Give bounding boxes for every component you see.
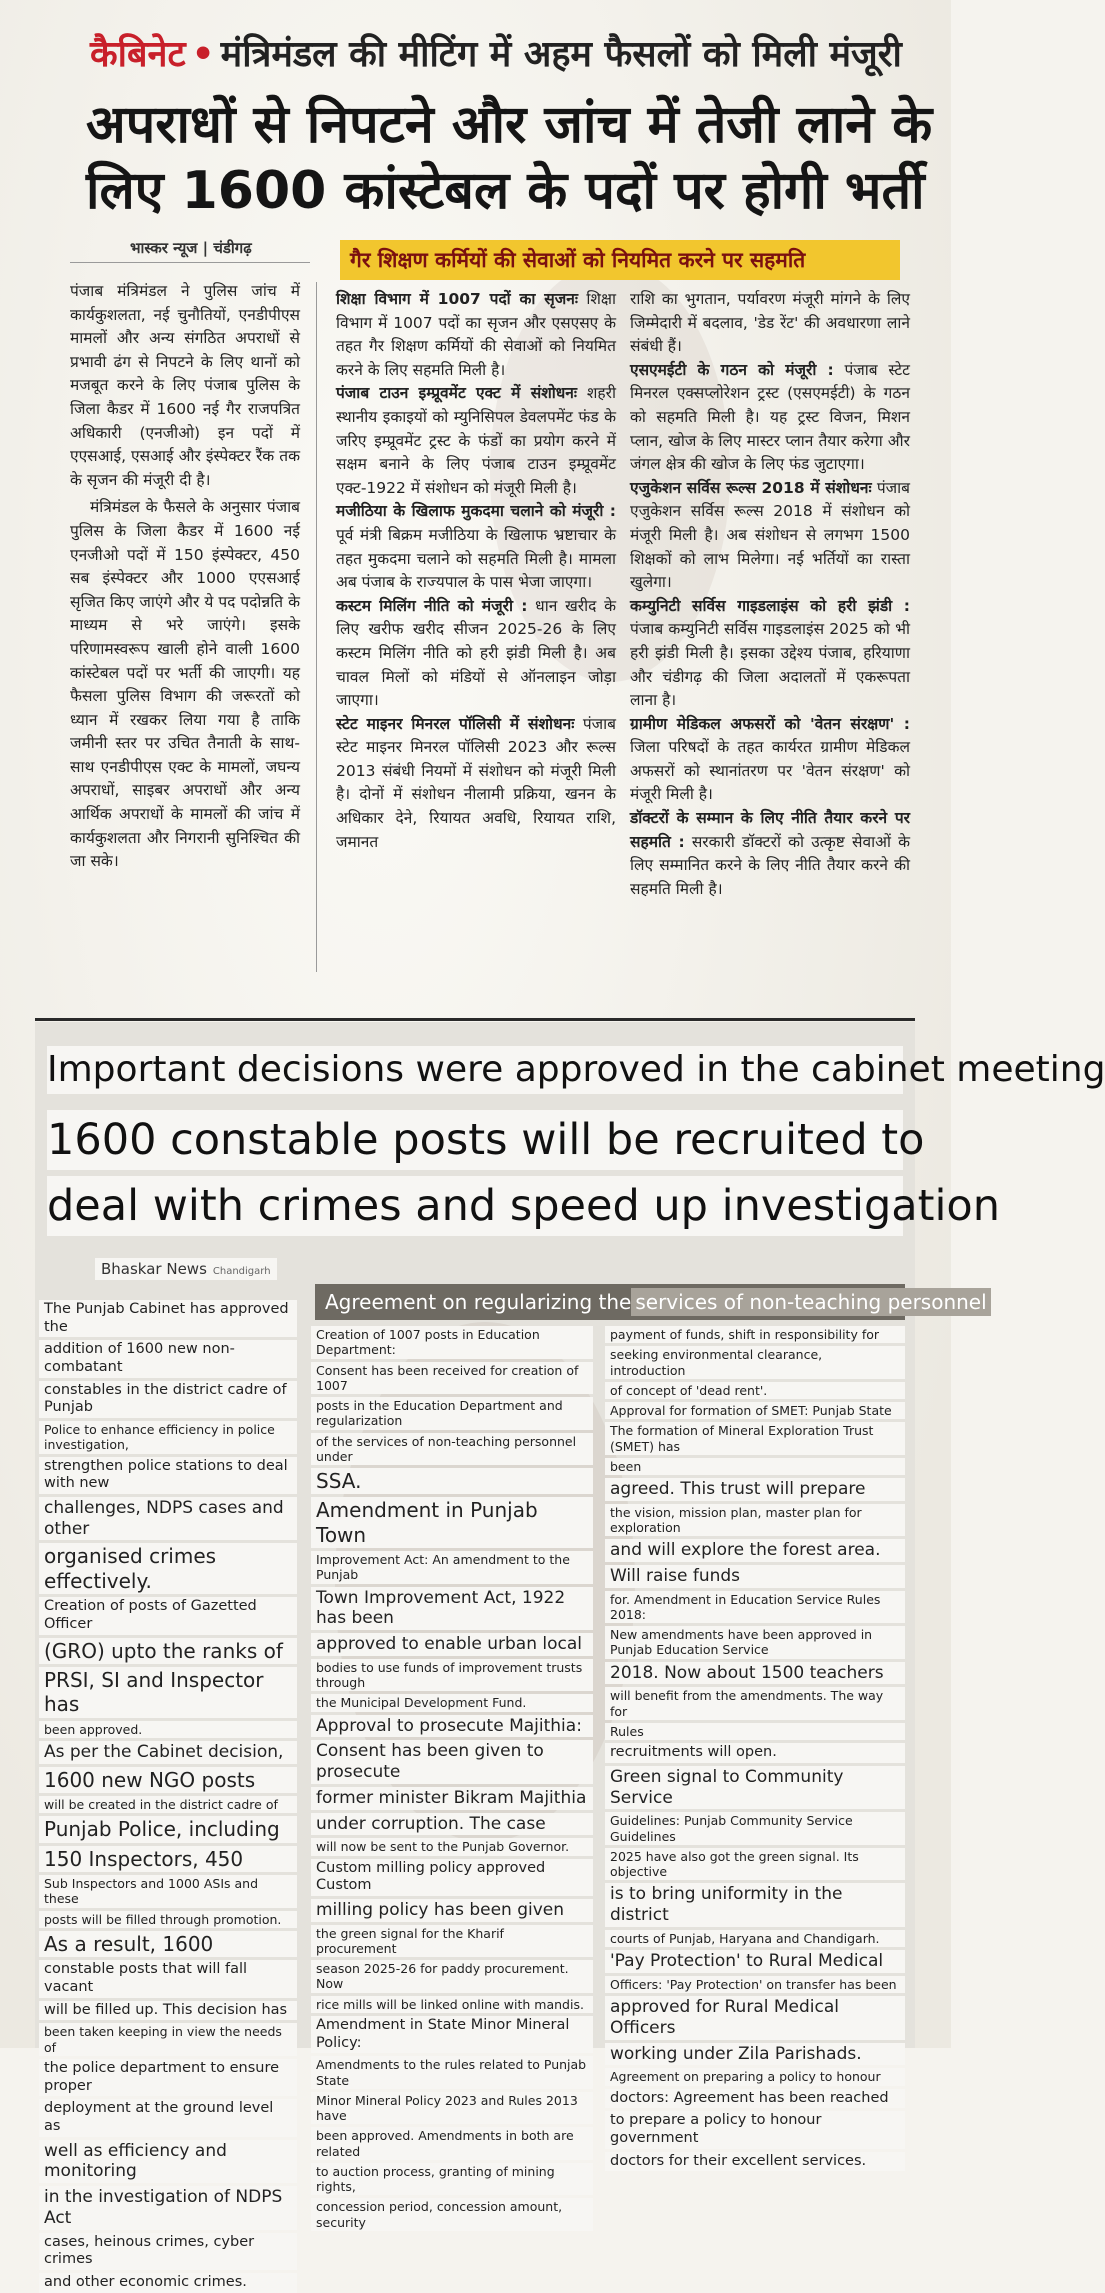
english-col1-line: strengthen police stations to deal with new: [39, 1457, 297, 1494]
english-col2-line: to auction process, granting of mining rights,: [311, 2163, 593, 2196]
hindi-col3-heading-3: कम्युनिटी सर्विस गाइडलाइंस को हरी झंडी :: [630, 596, 910, 615]
english-col3-line: 2025 have also got the green signal. Its objective: [605, 1848, 905, 1881]
english-col2-line: Town Improvement Act, 1922 has been: [311, 1587, 593, 1630]
english-col1-line: Punjab Police, including: [39, 1816, 297, 1842]
english-col3-line: New amendments have been approved in Punjab Education Service: [605, 1626, 905, 1659]
hindi-byline: भास्कर न्यूज | चंडीगढ़: [130, 239, 252, 257]
english-col2-line: under corruption. The case: [311, 1813, 593, 1836]
hindi-col2-heading-3: मजीठिया के खिलाफ मुकदमा चलाने को मंजूरी :: [336, 502, 616, 521]
english-col3-line: The formation of Mineral Exploration Trust (SMET) has: [605, 1422, 905, 1455]
hindi-col3-text-3: पंजाब कम्युनिटी सर्विस गाइडलाइंस 2025 को भी हरी झंडी मिली है। इसका उद्देश्य पंजाब, हरियाणा और चंडीगढ़ की जिला अदालतों में एकरूपता लाना है।: [630, 620, 910, 710]
english-col2-line: bodies to use funds of improvement trusts through: [311, 1659, 593, 1692]
english-headline-line1: 1600 constable posts will be recruited to: [47, 1110, 903, 1170]
hindi-col3-heading-5: डॉक्टरों के सम्मान के लिए नीति तैयार करने पर सहमति :: [630, 809, 910, 851]
english-col3-line: will benefit from the amendments. The way for: [605, 1687, 905, 1720]
english-col2-line: Custom milling policy approved Custom: [311, 1859, 593, 1896]
english-col3-line: approved for Rural Medical Officers: [605, 1996, 905, 2039]
english-col1-line: and other economic crimes.: [39, 2273, 297, 2293]
english-col2-line: the Municipal Development Fund.: [311, 1694, 593, 1711]
english-col1-line: (GRO) upto the ranks of: [39, 1638, 297, 1664]
hindi-byline-rule: [70, 262, 310, 263]
english-col1-line: will be created in the district cadre of: [39, 1796, 297, 1813]
english-col3-line: and will explore the forest area.: [605, 1539, 905, 1562]
english-col1-line: cases, heinous crimes, cyber crimes: [39, 2233, 297, 2270]
english-col1-line: Creation of posts of Gazetted Officer: [39, 1597, 297, 1634]
english-col3-line: for. Amendment in Education Service Rules 2018:: [605, 1591, 905, 1624]
english-col1-line: in the investigation of NDPS Act: [39, 2186, 297, 2229]
english-col1-line: will be filled up. This decision has: [39, 2001, 297, 2021]
english-col1-line: posts will be filled through promotion.: [39, 1911, 297, 1928]
english-col3-line: Approval for formation of SMET: Punjab State: [605, 1402, 905, 1419]
hindi-col2-heading-2: पंजाब टाउन इम्प्रूवमेंट एक्ट में संशोधनः: [336, 384, 578, 403]
section-divider: [35, 1018, 915, 1021]
english-col1-line: the police department to ensure proper: [39, 2059, 297, 2096]
english-headline-line2: deal with crimes and speed up investigation: [47, 1176, 903, 1236]
english-col2-line: Minor Mineral Policy 2023 and Rules 2013 have: [311, 2092, 593, 2125]
english-col1-line: 150 Inspectors, 450: [39, 1846, 297, 1872]
hindi-kicker-text: मंत्रिमंडल की मीटिंग में अहम फैसलों को मिली मंजूरी: [220, 34, 902, 75]
english-strip-banner: [315, 1284, 987, 1320]
english-col3-line: recruitments will open.: [605, 1743, 905, 1763]
hindi-col3-text-4: जिला परिषदों के तहत कार्यरत ग्रामीण मेडिकल अफसरों को स्थानांतरण पर 'वेतन संरक्षण' को मंजूरी मिली है।: [630, 738, 910, 804]
english-strip-part2: services of non-teaching personnel: [631, 1288, 990, 1316]
english-col1-line: organised crimes effectively.: [39, 1543, 297, 1594]
hindi-col2-heading-4: कस्टम मिलिंग नीति को मंजूरी :: [336, 596, 528, 615]
english-col2-line: posts in the Education Department and regularization: [311, 1397, 593, 1430]
english-col2-line: former minister Bikram Majithia: [311, 1787, 593, 1810]
english-col3-line: Will raise funds: [605, 1565, 905, 1588]
english-col3-line: the vision, mission plan, master plan for exploration: [605, 1504, 905, 1537]
english-col3-line: Green signal to Community Service: [605, 1766, 905, 1809]
hindi-col2-text-1: शिक्षा विभाग में 1007 पदों का सृजन और एसएसए के तहत गैर शिक्षण कर्मियों की सेवाओं को नियमित करने के लिए सहमति मिली है।: [336, 290, 616, 379]
hindi-column-rule: [316, 282, 317, 972]
english-col3-line: of concept of 'dead rent'.: [605, 1382, 905, 1399]
hindi-col1-para2: मंत्रिमंडल के फैसले के अनुसार पंजाब पुलिस के जिला कैडर में 1600 नई एनजीओ पदों में 150 इंस्पेक्टर, 450 सब इंस्पेक्टर और 1000 एएसआई सृजित किए जाएंगे और ये पद पदोन्नति के माध्यम से भरे जाएंगे। इसके परिणामस्वरूप खाली होने वाली 1600 कांस्टेबल पदों पर भर्ती की जाएगी। यह फैसला पुलिस विभाग की जरूरतों को ध्यान में रखकर लिया गया है ताकि जमीनी स्तर पर उचित तैनाती के साथ-साथ एनडीपीएस एक्ट के मामलों, जघन्य अपराधों, साइबर अपराधों और अन्य आर्थिक अपराधों के मामलों की जांच में कार्यकुशलता और निगरानी सुनिश्चित की जा सके।: [70, 498, 300, 871]
english-col2-line: been approved. Amendments in both are related: [311, 2127, 593, 2160]
english-col3-line: payment of funds, shift in responsibility for: [605, 1326, 905, 1343]
hindi-col1-para1: पंजाब मंत्रिमंडल ने पुलिस जांच में कार्यकुशलता, नई चुनौतियों, एनडीपीएस मामलों और अन्य संगठित अपराधों से प्रभावी ढंग से निपटने के लिए थानों को मजबूत करने के लिए पंजाब पुलिस के जिला कैडर में 1600 नई गैर राजपत्रित अधिकारी (एनजीओ) इन पदों में एएसआई, एसआई और इंस्पेक्टर रैंक तक के सृजन की मंजूरी दी है।: [70, 282, 300, 489]
english-col2-line: Amendment in State Minor Mineral Policy:: [311, 2016, 593, 2053]
english-column-3: [605, 1326, 905, 2169]
english-col1-line: 1600 new NGO posts: [39, 1767, 297, 1793]
hindi-headline-line2: लिए 1600 कांस्टेबल के पदों पर होगी भर्ती: [86, 161, 925, 221]
english-translation: [35, 1022, 1105, 2290]
english-column-1: [39, 1300, 297, 2290]
english-col1-line: addition of 1600 new non-combatant: [39, 1340, 297, 1377]
english-col2-line: Creation of 1007 posts in Education Department:: [311, 1326, 593, 1359]
english-col3-line: working under Zila Parishads.: [605, 2043, 905, 2066]
hindi-clipping: [70, 12, 933, 982]
hindi-col3-text-2: पंजाब एजुकेशन सर्विस रूल्स 2018 में संशोधन को मंजूरी मिली है। अब संशोधन से लगभग 1500 शिक्षकों को लाभ मिलेगा। नई भर्तियों का रास्ता खुलेगा।: [630, 478, 910, 592]
english-col1-line: deployment at the ground level as: [39, 2099, 297, 2136]
hindi-col3-text-5: सरकारी डॉक्टरों को उत्कृष्ट सेवाओं के लिए सम्मानित करने के लिए नीति तैयार करने की सहमति मिली है।: [630, 832, 910, 898]
english-col1-line: been approved.: [39, 1721, 297, 1738]
hindi-col2-text-5: पंजाब स्टेट माइनर मिनरल पॉलिसी 2023 और रूल्स 2013 संबंधी नियमों में संशोधन को मंजूरी मिली है। दोनों में संशोधन नीलामी प्रक्रिया, खनन के अधिकार देने, रियायत अवधि, रियायत राशि, जमानत: [336, 714, 616, 851]
english-col3-line: doctors for their excellent services.: [605, 2152, 905, 2172]
english-col2-line: season 2025-26 for paddy procurement. Now: [311, 1960, 593, 1993]
hindi-strip-banner: गैर शिक्षण कर्मियों की सेवाओं को नियमित करने पर सहमति: [340, 240, 900, 280]
english-col1-line: PRSI, SI and Inspector has: [39, 1667, 297, 1718]
hindi-kicker-red: कैबिनेट: [90, 34, 186, 75]
hindi-col2-text-2: शहरी स्थानीय इकाइयों को म्युनिसिपल डेवलपमेंट फंड के जरिए इम्प्रूवमेंट ट्रस्ट के फंडों का प्रयोग करने में सक्षम बनाने के लिए पंजाब टाउन इम्प्रूवमेंट एक्ट-1922 में संशोधन को मंजूरी मिली है।: [336, 384, 616, 497]
hindi-column-1: [70, 280, 300, 980]
english-byline-source: Bhaskar News: [101, 1260, 207, 1278]
english-col1-line: been taken keeping in view the needs of: [39, 2023, 297, 2056]
english-col2-line: Consent has been received for creation of 1007: [311, 1362, 593, 1395]
english-col3-line: 2018. Now about 1500 teachers: [605, 1662, 905, 1685]
english-col3-line: is to bring uniformity in the district: [605, 1883, 905, 1926]
hindi-kicker: [90, 28, 902, 77]
hindi-col2-text-4: धान खरीद के लिए खरीफ खरीद सीजन 2025-26 के लिए कस्टम मिलिंग नीति को हरी झंडी मिली है। अब चावल मिलों को मंडियों से ऑनलाइन जोड़ा जाएगा।: [336, 596, 616, 710]
hindi-col3-heading-2: एजुकेशन सर्विस रूल्स 2018 में संशोधनः: [630, 478, 872, 497]
hindi-col3-text-1: पंजाब स्टेट मिनरल एक्सप्लोरेशन ट्रस्ट (एसएमईटी) के गठन को सहमति मिली है। यह ट्रस्ट विजन, मिशन प्लान, खोज के लिए मास्टर प्लान तैयार करेगा और जंगल क्षेत्र की खोज के लिए फंड जुटाएगा।: [630, 360, 910, 474]
english-col2-line: Approval to prosecute Majithia:: [311, 1715, 593, 1738]
english-col2-line: Amendments to the rules related to Punjab State: [311, 2056, 593, 2089]
english-col2-line: Consent has been given to prosecute: [311, 1740, 593, 1783]
english-col2-line: approved to enable urban local: [311, 1633, 593, 1656]
english-col1-line: constable posts that will fall vacant: [39, 1960, 297, 1997]
hindi-kicker-separator: •: [191, 34, 215, 75]
english-col3-line: Rules: [605, 1723, 905, 1740]
hindi-column-2: [336, 288, 616, 978]
english-byline: [95, 1258, 277, 1280]
english-col1-line: Police to enhance efficiency in police investigation,: [39, 1421, 297, 1454]
english-col3-line: agreed. This trust will prepare: [605, 1478, 905, 1501]
english-col1-line: constables in the district cadre of Punjab: [39, 1381, 297, 1418]
english-col1-line: Sub Inspectors and 1000 ASIs and these: [39, 1875, 297, 1908]
english-subheadline: Important decisions were approved in the cabinet meeting: [47, 1046, 903, 1094]
hindi-headline-line1: अपराधों से निपटने और जांच में तेजी लाने के: [86, 95, 933, 155]
english-col2-line: milling policy has been given: [311, 1899, 593, 1922]
english-col1-line: well as efficiency and monitoring: [39, 2140, 297, 2183]
english-col1-line: The Punjab Cabinet has approved the: [39, 1300, 297, 1337]
english-col3-line: seeking environmental clearance, introduction: [605, 1346, 905, 1379]
english-column-2: [311, 1326, 593, 2230]
english-col2-line: SSA.: [311, 1468, 593, 1494]
english-col3-line: doctors: Agreement has been reached: [605, 2089, 905, 2109]
english-col3-line: courts of Punjab, Haryana and Chandigarh.: [605, 1930, 905, 1947]
hindi-col2-heading-5: स्टेट माइनर मिनरल पॉलिसी में संशोधनः: [336, 714, 575, 733]
english-col2-line: the green signal for the Kharif procurement: [311, 1925, 593, 1958]
english-col1-line: As per the Cabinet decision,: [39, 1741, 297, 1764]
english-col2-line: Improvement Act: An amendment to the Punjab: [311, 1551, 593, 1584]
english-byline-place: Chandigarh: [212, 1266, 271, 1277]
english-col2-line: will now be sent to the Punjab Governor.: [311, 1838, 593, 1855]
hindi-col3-heading-4: ग्रामीण मेडिकल अफसरों को 'वेतन संरक्षण' :: [630, 714, 910, 733]
english-col3-line: Guidelines: Punjab Community Service Guidelines: [605, 1812, 905, 1845]
english-col2-line: of the services of non-teaching personnel under: [311, 1433, 593, 1466]
english-col3-line: Officers: 'Pay Protection' on transfer has been: [605, 1976, 905, 1993]
hindi-col2-heading-1: शिक्षा विभाग में 1007 पदों का सृजनः: [336, 290, 578, 308]
english-col2-line: Amendment in Punjab Town: [311, 1497, 593, 1548]
hindi-col2-text-3: पूर्व मंत्री बिक्रम मजीठिया के खिलाफ भ्रष्टाचार के तहत मुकदमा चलाने को सहमति मिली है। मामला अब पंजाब के राज्यपाल के पास भेजा जाएगा।: [336, 525, 616, 592]
hindi-col3-text-0: राशि का भुगतान, पर्यावरण मंजूरी मांगने के लिए जिम्मेदारी में बदलाव, 'डेड रेंट' की अवधारणा लाने संबंधी हैं।: [630, 290, 910, 356]
english-col2-line: rice mills will be linked online with mandis.: [311, 1996, 593, 2013]
hindi-column-3: [630, 288, 910, 978]
english-col3-line: to prepare a policy to honour government: [605, 2111, 905, 2148]
english-col3-line: Agreement on preparing a policy to honour: [605, 2068, 905, 2085]
english-col1-line: challenges, NDPS cases and other: [39, 1497, 297, 1540]
english-col3-line: been: [605, 1458, 905, 1475]
hindi-col3-heading-1: एसएमईटी के गठन को मंजूरी :: [630, 360, 834, 379]
english-col2-line: concession period, concession amount, security: [311, 2198, 593, 2231]
english-col1-line: As a result, 1600: [39, 1931, 297, 1957]
english-strip-part1: Agreement on regularizing the: [325, 1290, 632, 1314]
english-col3-line: 'Pay Protection' to Rural Medical: [605, 1950, 905, 1973]
